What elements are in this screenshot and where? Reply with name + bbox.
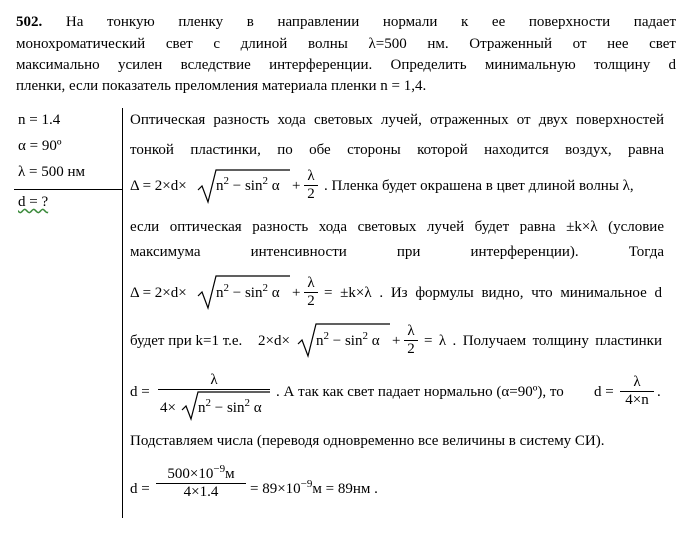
formula-1: [130, 178, 187, 195]
formula-2-tail: = ±k×λ . Из формулы видно, что минимальное d: [324, 285, 662, 301]
problem-number: 502.: [16, 14, 43, 30]
given-divider: [14, 189, 122, 190]
formula-1-plus: +: [292, 178, 301, 194]
solution-line-5: Подставляем числа (переводя одновременно все величины в систему СИ).: [130, 433, 605, 449]
formula-3-plus: +: [392, 333, 401, 349]
problem-text-1: На тонкую пленку в направлении нормали к ее поверхности падает: [65, 14, 676, 30]
problem-line-3: максимально усилен вследствие интерференции. Определить минимальную толщину d: [16, 57, 676, 73]
given-n: n = 1.4: [18, 112, 61, 128]
formula-5-fraction: $500\times 10^{-9}м$ 4×1.4: [156, 466, 246, 501]
formula-1-lead: Δ = 2×d×: [130, 178, 187, 194]
formula-4-fraction: λ: [158, 372, 270, 407]
formula-3-lead: 2×d×: [258, 333, 290, 349]
solution-line-4: максимума интенсивности при интерференции). Тогда: [130, 244, 664, 260]
formula-4-mid: . А так как свет падает нормально (α=90º), то: [276, 384, 564, 400]
formula-2-fraction: λ 2: [304, 275, 318, 310]
formula-2-plus: +: [292, 285, 301, 301]
formula-1-tail: . Пленка будет окрашена в цвет длиной волны λ,: [324, 178, 634, 194]
formula-3-intro: будет при k=1 т.е.: [130, 333, 243, 349]
problem-line-1: [16, 14, 676, 31]
formula-4b-lead: d =: [594, 384, 614, 400]
formula-2-radicand: $n^2 - \sin^2 \alpha$: [216, 282, 280, 301]
given-alpha: α = 90º: [18, 138, 62, 154]
formula-3-fraction: λ 2: [404, 323, 418, 358]
problem-line-4: пленки, если показатель преломления материала пленки n = 1,4.: [16, 78, 427, 94]
solution-line-1: Оптическая разность хода световых лучей, отраженных от двух поверхностей: [130, 112, 664, 128]
formula-2-lead: Δ = 2×d×: [130, 285, 187, 301]
solution-line-3: если оптическая разность хода световых лучей будет равна ±k×λ (условие: [130, 219, 664, 235]
column-divider: [122, 108, 123, 518]
solution-line-2: тонкой пластинки, по обе стороны которой находится воздух, равна: [130, 142, 664, 158]
formula-4b-fraction: λ 4×n: [620, 374, 654, 409]
problem-line-2: монохроматический свет с длиной волны λ=500 нм. Отраженный от нее свет: [16, 36, 676, 52]
given-find: d = ?: [18, 194, 49, 210]
formula-3-tail: = λ . Получаем толщину пластинки: [424, 333, 662, 349]
formula-1-radicand: $n^2 - \sin^2 \alpha$: [216, 175, 280, 194]
formula-4-lead: d =: [130, 384, 150, 400]
formula-3-radicand: $n^2 - \sin^2 \alpha$: [316, 330, 380, 349]
formula-4-den-lead: 4×: [160, 400, 176, 416]
formula-4-radicand: $n^2 - \sin^2 \alpha$: [198, 397, 262, 416]
formula-4b-dot: .: [657, 384, 661, 400]
formula-5-tail: = $89\times 10^{-9}м = 89нм$ .: [250, 478, 378, 497]
formula-1-fraction: λ 2: [304, 168, 318, 203]
formula-5-lead: d =: [130, 481, 150, 497]
given-lambda: λ = 500 нм: [18, 164, 86, 180]
